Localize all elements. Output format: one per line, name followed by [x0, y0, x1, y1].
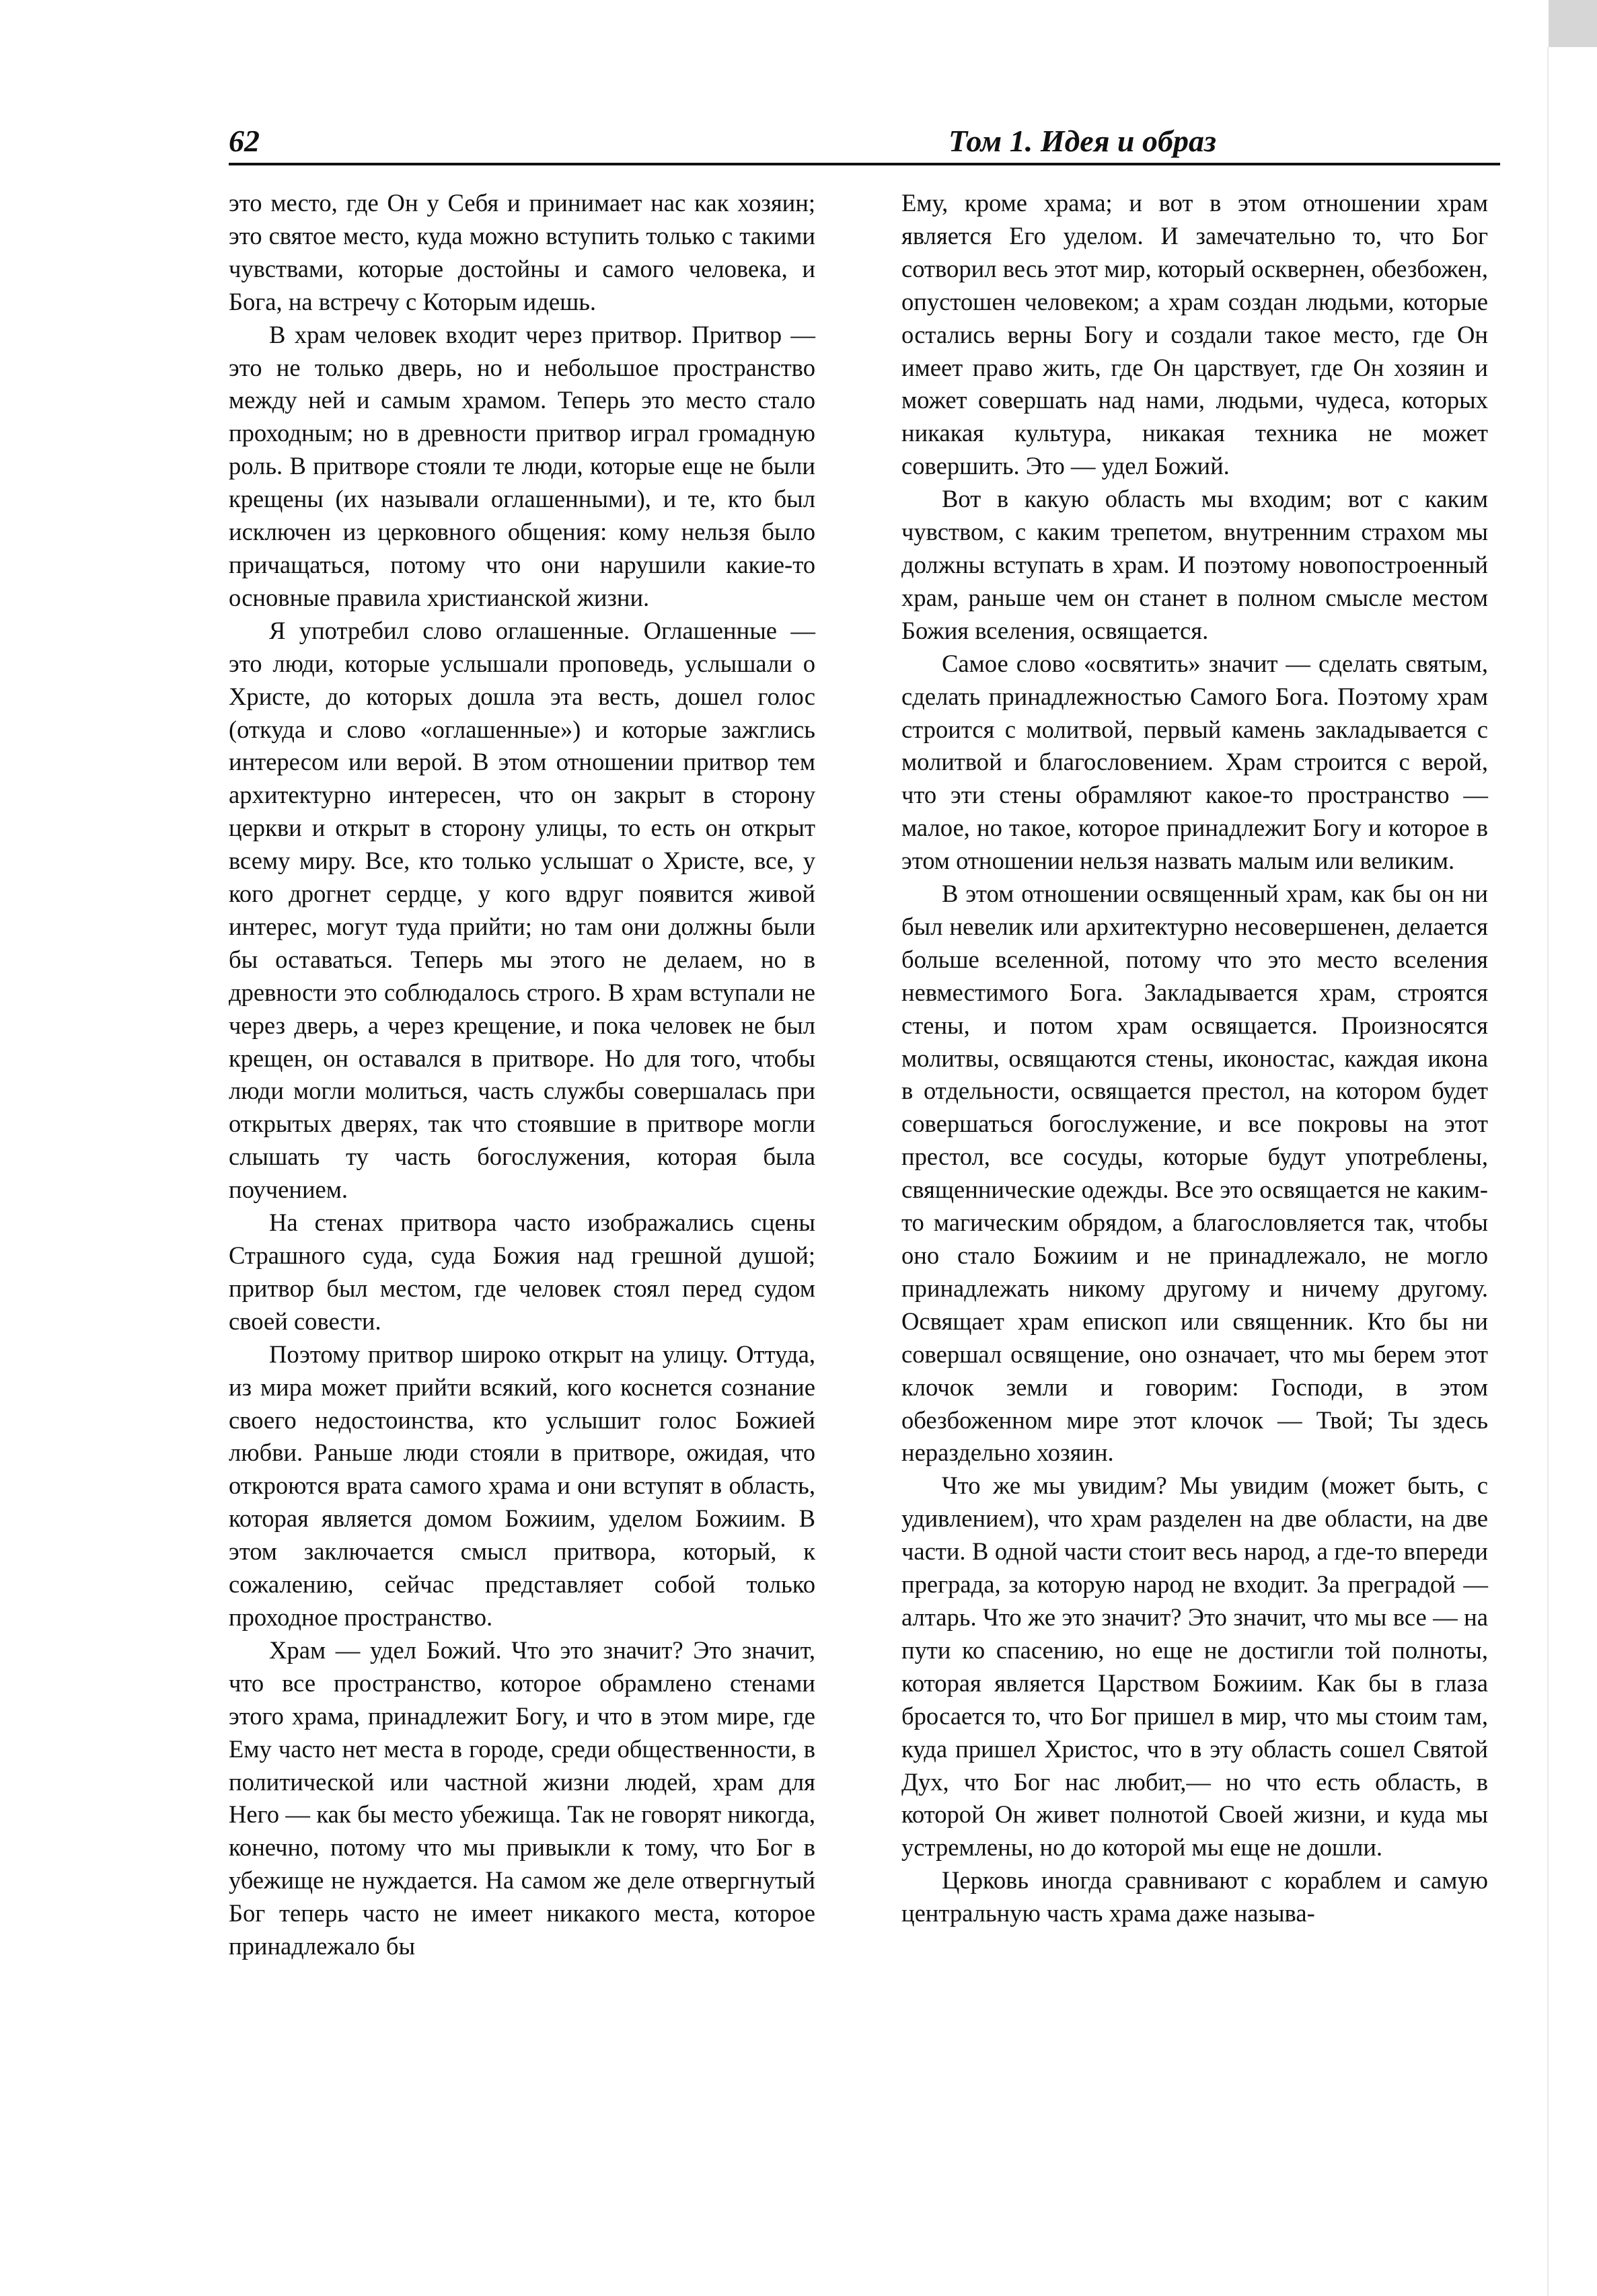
page-header [229, 121, 1500, 165]
paragraph: Церковь иногда сравнивают с кораблем и самую центральную часть храма даже называ- [901, 1866, 1488, 1927]
paragraph: Что же мы увидим? Мы увидим (может быть, с удивлением), что храм разделен на две области, на две части. В одной части стоит весь народ, а где-то впереди преграда, за которую народ не входит. За преградой — алтарь. Что же это значит? Это значит, что мы все — на пути ко спасению, но еще не достигли той полноты, которая является Царством Божиим. Как бы в глаза бросается то, что Бог пришел в мир, что мы стоим там, куда пришел Христос, что в эту область сошел Святой Дух, что Бог нас любит,— но что есть область, в которой Он живет полнотой Своей жизни, и куда мы устремлены, но до которой мы еще не дошли. [901, 1471, 1488, 1862]
scan-edge-line [1547, 47, 1549, 2296]
page-number: 62 [229, 124, 260, 158]
paragraph: В этом отношении освященный храм, как бы он ни был невелик или архитектурно несовершенен, делается больше вселенной, потому что это место вселения невместимого Бога. Закладывается храм, строятся стены, и потом храм освящается. Произносятся молитвы, освящаются стены, иконостас, каждая икона в отдельности, освящается престол, на котором будет совершаться богослужение, и все покровы на этот престол, все сосуды, которые будут употреблены, священнические одежды. Все это освящается не каким-то магическим обрядом, а благословляется так, чтобы оно стало Божиим и не принадлежало, не могло принадлежать никому другому и ничему другому. Освящает храм епископ или священник. Кто бы ни совершал освящение, оно означает, что мы берем этот клочок земли и говорим: Господи, в этом обезбоженном мире этот клочок — Твой; Ты здесь нераздельно хозяин. [901, 880, 1488, 1467]
paragraph: На стенах притвора часто изображались сцены Страшного суда, суда Божия над грешной душой; притвор был местом, где человек стоял перед судом своей совести. [229, 1209, 815, 1335]
paragraph: В храм человек входит через притвор. Притвор — это не только дверь, но и небольшое пространство между ней и самым храмом. Теперь это место стало проходным; но в древности притвор играл громадную роль. В притворе стояли те люди, которые еще не были крещены (их называли оглашенными), и те, кто был исключен из церковного общения: кому нельзя было причащаться, потому что они нарушили какие-то основные правила христианской жизни. [229, 320, 815, 611]
paragraph: Самое слово «освятить» значит — сделать святым, сделать принадлежностью Самого Бога. Поэтому храм строится с молитвой, первый камень закладывается с молитвой и благословением. Храм строится с верой, что эти стены обрамляют какое-то пространство — малое, но такое, которое принадлежит Богу и которое в этом отношении нельзя назвать малым или великим. [901, 649, 1488, 875]
paragraph: это место, где Он у Себя и принимает нас как хозяин; это святое место, куда можно вступить только с такими чувствами, которые достойны и самого человека, и Бога, на встречу с Которым идешь. [229, 189, 815, 315]
paragraph: Ему, кроме храма; и вот в этом отношении храм является Его уделом. И замечательно то, что Бог сотворил весь этот мир, который осквернен, обезбожен, опустошен человеком; а храм создан людьми, которые остались верны Богу и создали такое место, где Он имеет право жить, где Он царствует, где Он хозяин и может совершать над нами, людьми, чудеса, которых никакая культура, никакая техника не может совершить. Это — удел Божий. [901, 189, 1488, 480]
paragraph: Вот в какую область мы входим; вот с каким чувством, с каким трепетом, внутренним страхом мы должны вступать в храм. И поэтому новопостроенный храм, раньше чем он станет в полном смысле местом Божия вселения, освящается. [901, 485, 1488, 644]
right-column [901, 187, 1488, 1930]
scan-edge-shadow [1549, 0, 1597, 47]
paragraph: Храм — удел Божий. Что это значит? Это значит, что все пространство, которое обрамлено стенами этого храма, принадлежит Богу, и что в этом мире, где Ему часто нет места в городе, среди общественности, в политической или частной жизни людей, храм для Него — как бы место убежища. Так не говорят никогда, конечно, потому что мы привыкли к тому, что Бог в убежище не нуждается. На самом же деле отвергнутый Бог теперь часто не имеет никакого места, которое принадлежало бы [229, 1636, 815, 1960]
paragraph: Я употребил слово оглашенные. Оглашенные — это люди, которые услышали проповедь, услышали о Христе, до которых дошла эта весть, дошел голос (откуда и слово «оглашенные») и которые зажглись интересом или верой. В этом отношении притвор тем архитектурно интересен, что он закрыт в сторону церкви и открыт в сторону улицы, то есть он открыт всему миру. Все, кто только услышат о Христе, все, у кого дрогнет сердце, у кого вдруг появится живой интерес, могут туда прийти; но там они должны были бы оставаться. Теперь мы этого не делаем, но в древности это соблюдалось строго. В храм вступали не через дверь, а через крещение, и пока человек не был крещен, он оставался в притворе. Но для того, чтобы люди могли молиться, часть службы совершалась при открытых дверях, так что стоявшие в притворе могли слышать ту часть богослужения, которая была поучением. [229, 616, 815, 1204]
left-column [229, 187, 815, 1963]
running-title: Том 1. Идея и образ [949, 124, 1216, 158]
paragraph: Поэтому притвор широко открыт на улицу. Оттуда, из мира может прийти всякий, кого коснется сознание своего недостоинства, кто услышит голос Божией любви. Раньше люди стояли в притворе, ожидая, что откроются врата самого храма и они вступят в область, которая является домом Божиим, уделом Божиим. В этом заключается смысл притвора, который, к сожалению, сейчас представляет собой только проходное пространство. [229, 1340, 815, 1631]
